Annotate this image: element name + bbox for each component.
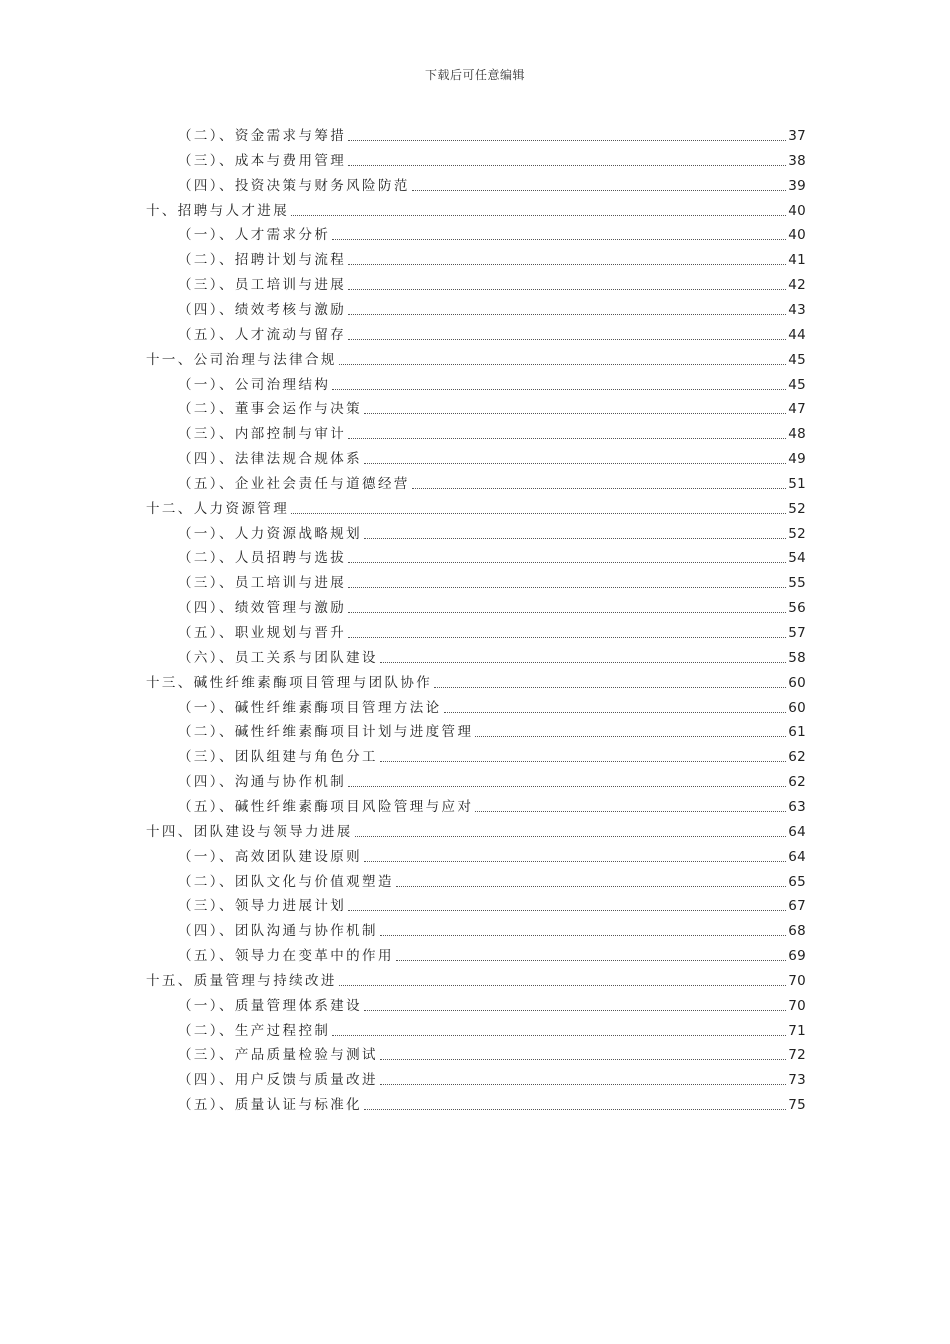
toc-entry-page-number: 71 — [788, 1022, 806, 1039]
toc-entry-page-number: 57 — [788, 625, 806, 641]
toc-entry-title: （一）、人力资源战略规划 — [178, 525, 363, 542]
toc-entry-page-number: 67 — [788, 898, 806, 915]
toc-dot-leader — [291, 215, 786, 216]
toc-entry-title: （二）、人员招聘与选拔 — [178, 550, 347, 567]
toc-section-entry[interactable] — [178, 375, 806, 395]
toc-entry-title: （一）、公司治理结构 — [178, 376, 331, 393]
toc-entry-page-number: 65 — [788, 873, 806, 890]
toc-entry-page-number: 41 — [788, 252, 806, 269]
toc-entry-title: 十二、人力资源管理 — [146, 500, 290, 517]
toc-section-entry[interactable] — [178, 524, 806, 544]
toc-entry-title: （四）、绩效考核与激励 — [178, 301, 347, 318]
toc-section-entry[interactable] — [178, 623, 806, 643]
toc-dot-leader — [364, 538, 786, 539]
toc-entry-page-number: 64 — [788, 848, 806, 865]
toc-section-entry[interactable] — [178, 225, 806, 245]
toc-entry-title: （五）、领导力在变革中的作用 — [178, 948, 394, 965]
toc-dot-leader — [291, 513, 786, 514]
toc-entry-page-number: 39 — [788, 177, 806, 194]
toc-entry-page-number: 60 — [788, 674, 806, 691]
toc-section-entry[interactable] — [178, 548, 806, 568]
toc-section-entry[interactable] — [178, 896, 806, 916]
toc-entry-title: 十五、质量管理与持续改进 — [146, 972, 337, 989]
toc-section-entry[interactable] — [178, 424, 806, 444]
toc-dot-leader — [412, 190, 786, 191]
toc-dot-leader — [332, 1035, 786, 1036]
toc-entry-title: （三）、成本与费用管理 — [178, 152, 347, 169]
toc-section-entry[interactable] — [178, 126, 806, 146]
toc-entry-page-number: 52 — [788, 525, 806, 542]
toc-section-entry[interactable] — [178, 722, 806, 742]
toc-entry-title: （五）、职业规划与晋升 — [178, 625, 347, 641]
toc-entry-page-number: 70 — [788, 997, 806, 1014]
toc-entry-page-number: 69 — [788, 948, 806, 965]
toc-entry-title: （一）、人才需求分析 — [178, 227, 331, 244]
toc-entry-page-number: 38 — [788, 152, 806, 169]
toc-entry-page-number: 49 — [788, 451, 806, 468]
toc-dot-leader — [355, 836, 787, 837]
toc-entry-page-number: 64 — [788, 823, 806, 840]
toc-chapter-entry[interactable] — [146, 971, 806, 991]
toc-dot-leader — [380, 761, 786, 762]
toc-entry-title: （五）、企业社会责任与道德经营 — [178, 475, 410, 492]
toc-section-entry[interactable] — [178, 176, 806, 196]
toc-entry-title: （三）、团队组建与角色分工 — [178, 749, 378, 766]
toc-dot-leader — [348, 264, 786, 265]
toc-dot-leader — [348, 438, 786, 439]
toc-dot-leader — [348, 612, 786, 613]
toc-entry-page-number: 45 — [788, 376, 806, 393]
toc-section-entry[interactable] — [178, 996, 806, 1016]
toc-entry-title: （五）、人才流动与留存 — [178, 326, 347, 343]
toc-section-entry[interactable] — [178, 275, 806, 295]
toc-section-entry[interactable] — [178, 1045, 806, 1065]
toc-section-entry[interactable] — [178, 946, 806, 966]
toc-section-entry[interactable] — [178, 772, 806, 792]
toc-entry-title: 十三、碱性纤维素酶项目管理与团队协作 — [146, 674, 433, 691]
toc-chapter-entry[interactable] — [146, 822, 806, 842]
toc-dot-leader — [364, 463, 786, 464]
toc-entry-page-number: 61 — [788, 724, 806, 741]
toc-entry-title: （三）、内部控制与审计 — [178, 426, 347, 443]
toc-entry-page-number: 40 — [788, 202, 806, 219]
toc-section-entry[interactable] — [178, 797, 806, 817]
toc-entry-title: （二）、碱性纤维素酶项目计划与进度管理 — [178, 724, 474, 741]
toc-dot-leader — [396, 886, 786, 887]
toc-entry-page-number: 55 — [788, 575, 806, 592]
toc-dot-leader — [380, 662, 786, 663]
toc-entry-title: （一）、质量管理体系建设 — [178, 997, 363, 1014]
toc-entry-page-number: 48 — [788, 426, 806, 443]
toc-entry-title: （二）、生产过程控制 — [178, 1022, 331, 1039]
toc-entry-title: （四）、法律法规合规体系 — [178, 451, 363, 468]
toc-dot-leader — [412, 488, 786, 489]
toc-section-entry[interactable] — [178, 872, 806, 892]
toc-section-entry[interactable] — [178, 1070, 806, 1090]
toc-entry-title: （五）、质量认证与标准化 — [178, 1097, 363, 1114]
toc-entry-page-number: 40 — [788, 227, 806, 244]
toc-dot-leader — [339, 364, 786, 365]
toc-entry-page-number: 56 — [788, 600, 806, 617]
toc-dot-leader — [332, 239, 786, 240]
toc-entry-page-number: 68 — [788, 923, 806, 940]
page-header: 下载后可任意编辑 — [424, 68, 525, 82]
toc-dot-leader — [396, 960, 786, 961]
toc-dot-leader — [348, 165, 786, 166]
toc-section-entry[interactable] — [178, 250, 806, 270]
toc-entry-page-number: 45 — [788, 351, 806, 368]
toc-entry-title: （一）、碱性纤维素酶项目管理方法论 — [178, 699, 442, 716]
toc-dot-leader — [348, 587, 786, 588]
toc-section-entry[interactable] — [178, 648, 806, 668]
toc-dot-leader — [348, 339, 786, 340]
toc-entry-title: （四）、绩效管理与激励 — [178, 600, 347, 617]
toc-entry-page-number: 43 — [788, 301, 806, 318]
toc-dot-leader — [348, 786, 786, 787]
toc-section-entry[interactable] — [178, 598, 806, 618]
toc-entry-page-number: 52 — [788, 500, 806, 517]
toc-dot-leader — [380, 935, 786, 936]
toc-dot-leader — [434, 687, 786, 688]
toc-section-entry[interactable] — [178, 698, 806, 718]
toc-entry-page-number: 54 — [788, 550, 806, 567]
toc-entry-title: （四）、投资决策与财务风险防范 — [178, 177, 410, 194]
toc-section-entry[interactable] — [178, 474, 806, 494]
toc-section-entry[interactable] — [178, 1095, 806, 1115]
toc-dot-leader — [380, 1059, 786, 1060]
toc-entry-title: （二）、董事会运作与决策 — [178, 401, 363, 418]
toc-dot-leader — [475, 811, 786, 812]
toc-section-entry[interactable] — [178, 573, 806, 593]
toc-entry-title: （二）、团队文化与价值观塑造 — [178, 873, 394, 890]
toc-dot-leader — [364, 413, 786, 414]
toc-entry-title: （三）、领导力进展计划 — [178, 898, 347, 915]
toc-entry-title: （五）、碱性纤维素酶项目风险管理与应对 — [178, 798, 474, 815]
toc-section-entry[interactable] — [178, 300, 806, 320]
toc-dot-leader — [364, 861, 786, 862]
toc-chapter-entry[interactable] — [146, 673, 806, 693]
toc-dot-leader — [444, 712, 787, 713]
toc-entry-title: （三）、员工培训与进展 — [178, 575, 347, 592]
toc-section-entry[interactable] — [178, 399, 806, 419]
toc-section-entry[interactable] — [178, 747, 806, 767]
toc-dot-leader — [364, 1109, 786, 1110]
toc-dot-leader — [348, 314, 786, 315]
toc-entry-page-number: 37 — [788, 128, 806, 144]
toc-chapter-entry[interactable] — [146, 201, 806, 221]
toc-dot-leader — [339, 985, 786, 986]
toc-entry-title: （二）、资金需求与筹措 — [178, 128, 347, 144]
toc-section-entry[interactable] — [178, 325, 806, 345]
toc-chapter-entry[interactable] — [146, 499, 806, 519]
toc-dot-leader — [332, 389, 786, 390]
toc-entry-page-number: 58 — [788, 649, 806, 666]
toc-entry-page-number: 60 — [788, 699, 806, 716]
toc-dot-leader — [380, 1084, 786, 1085]
toc-entry-page-number: 51 — [788, 475, 806, 492]
toc-dot-leader — [475, 736, 786, 737]
toc-entry-title: 十一、公司治理与法律合规 — [146, 351, 337, 368]
toc-entry-title: （三）、员工培训与进展 — [178, 277, 347, 294]
toc-section-entry[interactable] — [178, 921, 806, 941]
toc-entry-page-number: 62 — [788, 749, 806, 766]
toc-entry-title: （四）、团队沟通与协作机制 — [178, 923, 378, 940]
toc-dot-leader — [348, 140, 786, 141]
toc-section-entry[interactable] — [178, 449, 806, 469]
toc-dot-leader — [348, 562, 786, 563]
toc-entry-page-number: 42 — [788, 277, 806, 294]
toc-dot-leader — [364, 1010, 786, 1011]
toc-entry-title: （二）、招聘计划与流程 — [178, 252, 347, 269]
toc-entry-page-number: 62 — [788, 774, 806, 791]
toc-entry-page-number: 63 — [788, 798, 806, 815]
toc-entry-title: （三）、产品质量检验与测试 — [178, 1047, 378, 1064]
toc-entry-title: 十、招聘与人才进展 — [146, 202, 290, 219]
toc-entry-page-number: 47 — [788, 401, 806, 418]
toc-entry-title: 十四、团队建设与领导力进展 — [146, 823, 353, 840]
toc-section-entry[interactable] — [178, 151, 806, 171]
toc-entry-title: （一）、高效团队建设原则 — [178, 848, 363, 865]
toc-section-entry[interactable] — [178, 1021, 806, 1041]
toc-entry-title: （四）、沟通与协作机制 — [178, 774, 347, 791]
toc-entry-page-number: 73 — [788, 1072, 806, 1089]
toc-entry-page-number: 75 — [788, 1097, 806, 1114]
toc-dot-leader — [348, 637, 786, 638]
toc-dot-leader — [348, 910, 786, 911]
toc-entry-title: （四）、用户反馈与质量改进 — [178, 1072, 378, 1089]
toc-entry-page-number: 72 — [788, 1047, 806, 1064]
toc-entry-title: （六）、员工关系与团队建设 — [178, 649, 378, 666]
toc-entry-page-number: 44 — [788, 326, 806, 343]
toc-chapter-entry[interactable] — [146, 350, 806, 370]
toc-section-entry[interactable] — [178, 847, 806, 867]
toc-dot-leader — [348, 289, 786, 290]
toc-entry-page-number: 70 — [788, 972, 806, 989]
